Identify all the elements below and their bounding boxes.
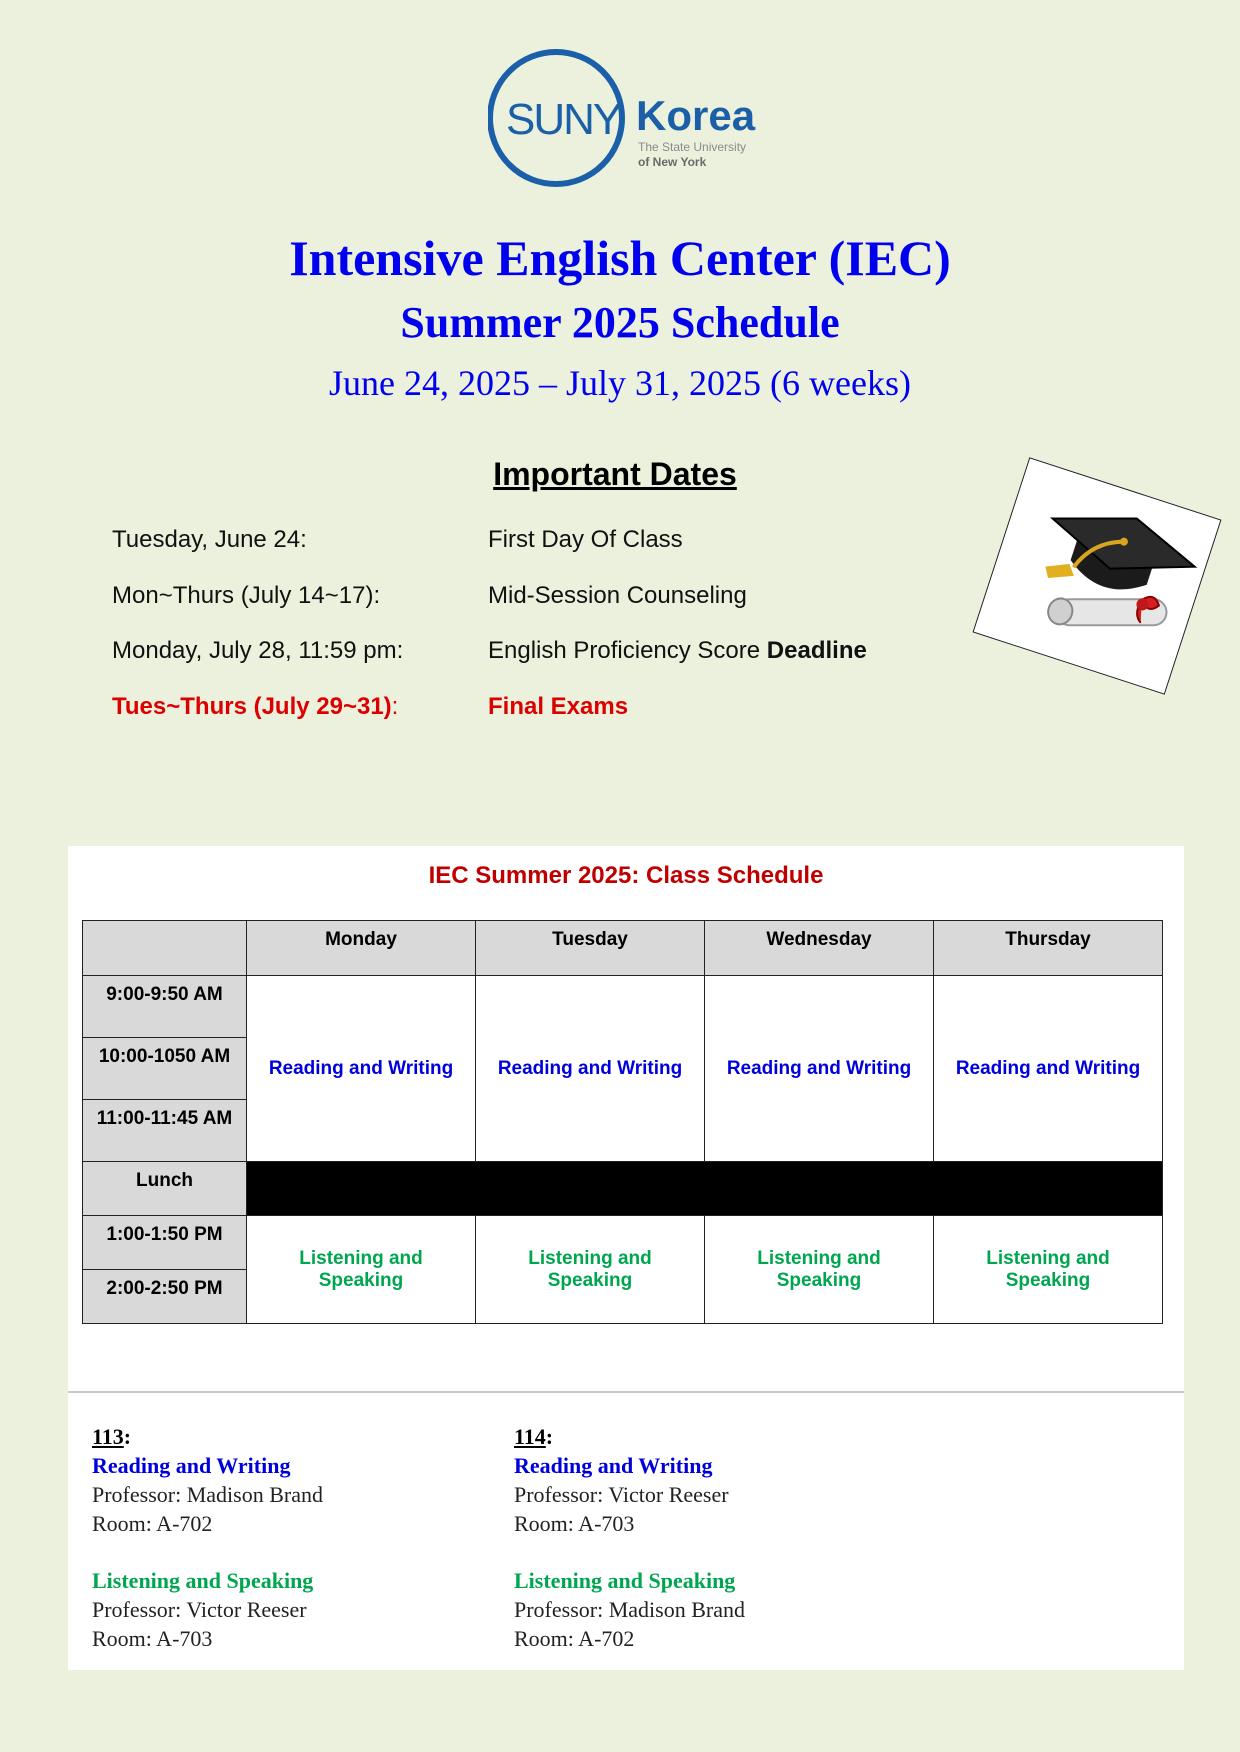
- class-line: Listening and: [299, 1247, 423, 1269]
- section-code: 114:: [514, 1424, 554, 1449]
- date-label-text: Tues~Thurs (July 29~31): [112, 693, 392, 720]
- time-slot: [83, 976, 247, 1038]
- class-line: Speaking: [1005, 1269, 1091, 1291]
- class-cell: Reading and Writing: [705, 976, 934, 1162]
- schedule-table: [82, 920, 1163, 1324]
- course-title-rw: Reading and Writing: [514, 1453, 713, 1478]
- course-title-ls: Listening and Speaking: [514, 1568, 736, 1593]
- date-event: First Day Of Class: [488, 526, 683, 553]
- page-title: Intensive English Center (IEC): [289, 230, 951, 286]
- time-slot: [83, 1270, 247, 1324]
- class-cell: [476, 1216, 705, 1324]
- time-label: 10:00-1050 AM: [98, 1046, 231, 1067]
- logo-sub2: of New York: [638, 155, 707, 169]
- class-line: Listening and: [528, 1247, 652, 1269]
- date-event: Mid-Session Counseling: [488, 582, 747, 609]
- logo-sub1: The State University: [638, 140, 747, 154]
- class-cell: Reading and Writing: [247, 976, 476, 1162]
- date-label-colon: :: [391, 693, 399, 720]
- course-title-ls: Listening and Speaking: [92, 1568, 314, 1593]
- section-114: [514, 1422, 745, 1653]
- date-event-bold: Deadline: [766, 637, 867, 664]
- date-row-final-exams: [112, 693, 972, 725]
- lunch-row: [83, 1162, 1163, 1216]
- date-label: Monday, July 28, 11:59 pm:: [112, 637, 404, 664]
- table-row: [83, 976, 1163, 1038]
- class-cell: Reading and Writing: [934, 976, 1163, 1162]
- section-code-number: 114: [514, 1424, 546, 1449]
- day-header: Monday: [247, 921, 476, 976]
- day-header: Wednesday: [705, 921, 934, 976]
- class-cell: [934, 1216, 1163, 1324]
- date-row: [112, 582, 972, 614]
- course-title-rw: Reading and Writing: [92, 1453, 291, 1478]
- professor-name: Professor: Victor Reeser: [92, 1597, 307, 1622]
- section-code-number: 113: [92, 1424, 124, 1449]
- time-slot: [83, 1100, 247, 1162]
- day-header: Tuesday: [476, 921, 705, 976]
- class-line: Speaking: [776, 1269, 862, 1291]
- class-line: Listening and: [757, 1247, 881, 1269]
- room-number: Room: A-702: [514, 1626, 635, 1651]
- lunch-bar: [247, 1162, 1163, 1216]
- class-cell: [705, 1216, 934, 1324]
- lunch-slot: [83, 1162, 247, 1216]
- date-event: Final Exams: [488, 693, 629, 720]
- professor-name: Professor: Madison Brand: [92, 1482, 323, 1507]
- class-cell: [247, 1216, 476, 1324]
- corner-header: [83, 921, 247, 976]
- table-row: [83, 1216, 1163, 1270]
- class-line: Speaking: [318, 1269, 404, 1291]
- schedule-title: IEC Summer 2025: Class Schedule: [428, 862, 824, 889]
- day-header: Thursday: [934, 921, 1163, 976]
- professor-name: Professor: Victor Reeser: [514, 1482, 729, 1507]
- date-row: [112, 526, 972, 558]
- lunch-label: Lunch: [136, 1170, 193, 1191]
- class-line: Speaking: [547, 1269, 633, 1291]
- professor-name: Professor: Madison Brand: [514, 1597, 745, 1622]
- table-header-row: [83, 921, 1163, 976]
- class-line: Listening and: [986, 1247, 1110, 1269]
- section-code: 113:: [92, 1424, 132, 1449]
- logo-korea-text: Korea: [636, 92, 756, 139]
- date-label: [112, 693, 398, 721]
- date-event-text: English Proficiency Score: [488, 637, 767, 664]
- class-schedule-panel: [68, 846, 1184, 1670]
- room-number: Room: A-703: [92, 1626, 213, 1651]
- page-subtitle: Summer 2025 Schedule: [400, 298, 840, 347]
- time-label: 11:00-11:45 AM: [96, 1108, 233, 1129]
- time-label: 2:00-2:50 PM: [106, 1278, 223, 1299]
- time-slot: [83, 1216, 247, 1270]
- section-113: [92, 1422, 323, 1653]
- logo-suny-text: SUNY: [506, 95, 621, 144]
- suny-korea-logo: [488, 46, 758, 192]
- time-label: 9:00-9:50 AM: [106, 984, 223, 1005]
- date-label: Mon~Thurs (July 14~17):: [112, 582, 381, 609]
- date-row: [112, 637, 972, 669]
- session-dates: June 24, 2025 – July 31, 2025 (6 weeks): [329, 363, 911, 403]
- room-number: Room: A-703: [514, 1511, 635, 1536]
- section-divider: [68, 1391, 1184, 1393]
- class-cell: Reading and Writing: [476, 976, 705, 1162]
- time-slot: [83, 1038, 247, 1100]
- important-dates-heading: Important Dates: [493, 456, 737, 492]
- date-label: Tuesday, June 24:: [112, 526, 307, 553]
- time-label: 1:00-1:50 PM: [106, 1224, 223, 1245]
- room-number: Room: A-702: [92, 1511, 213, 1536]
- date-event: [488, 637, 867, 665]
